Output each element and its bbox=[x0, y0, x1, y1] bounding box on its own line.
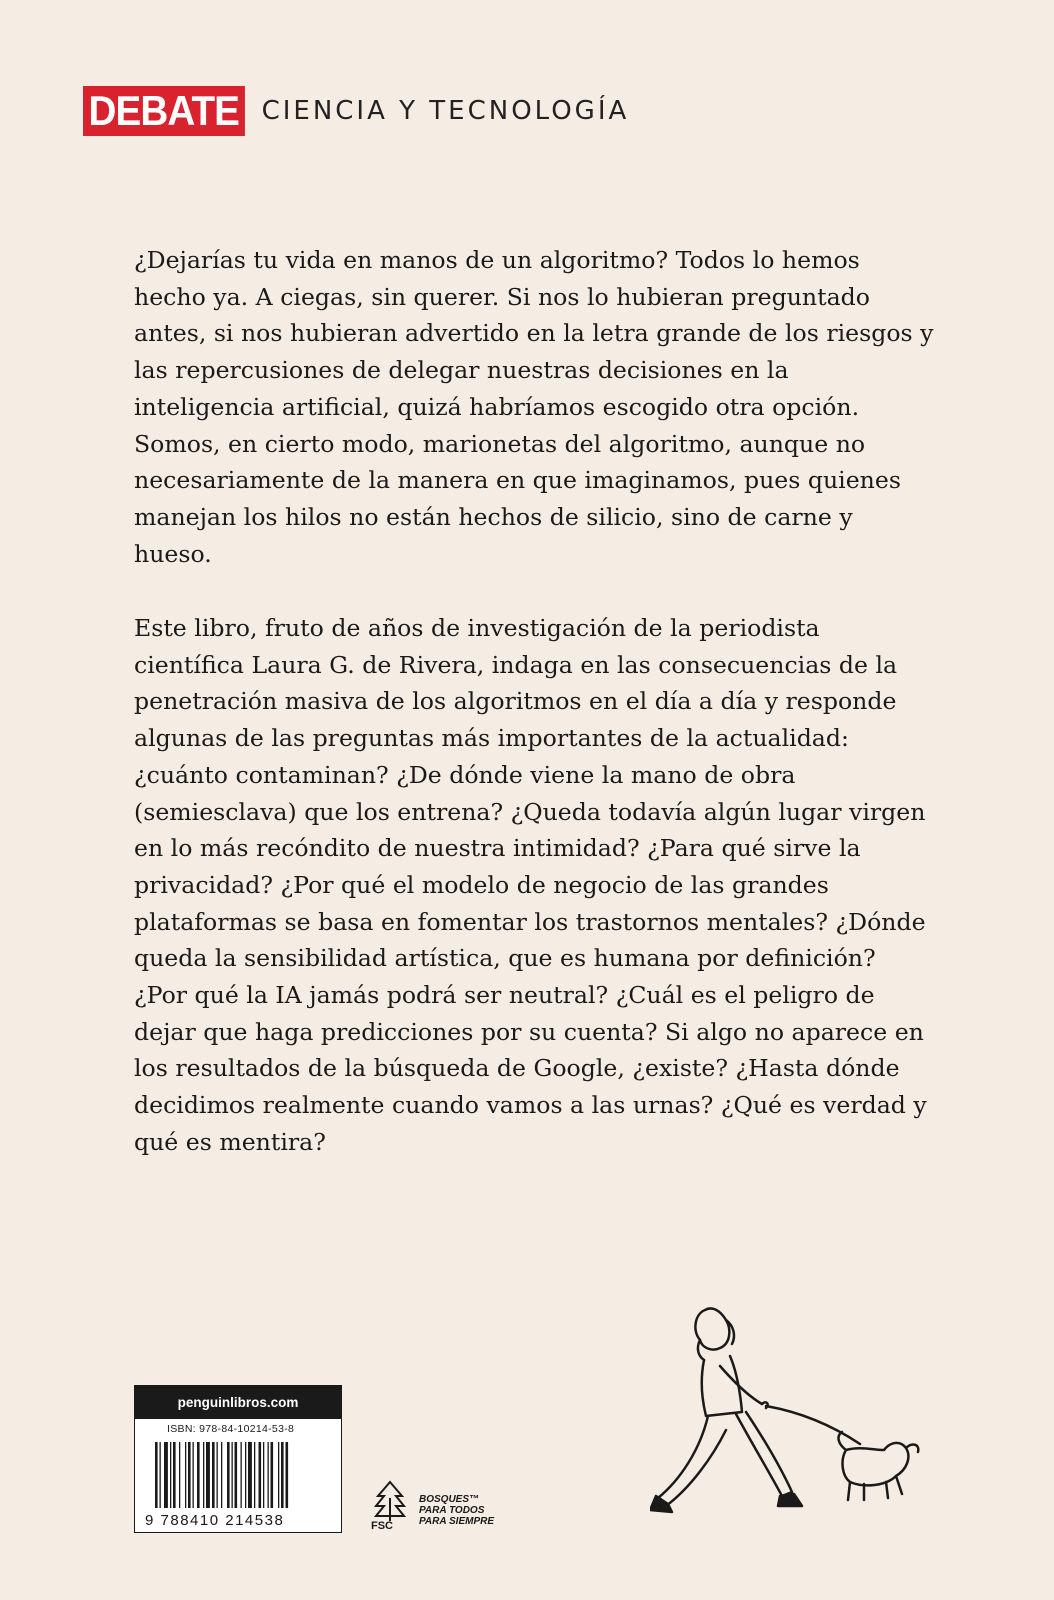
isbn-label: ISBN: 978-84-10214-53-8 bbox=[167, 1423, 295, 1435]
collection-title: CIENCIA Y TECNOLOGÍA bbox=[261, 96, 630, 126]
barcode-panel bbox=[134, 1385, 342, 1533]
ean-digits: 9 788410 214538 bbox=[145, 1512, 285, 1529]
person-walking-dog-illustration bbox=[650, 1300, 950, 1540]
blurb-paragraph-2: Este libro, fruto de años de investigación de la periodista científica Laura G. de Rivera, indaga en las consecuencias de la penetración masiva de los algoritmos en el día a día y responde algunas de las preguntas más importantes de la actualidad: ¿cuánto contaminan? ¿De dónde viene la mano de obra (semiesclava) que los entrena? ¿Queda todavía algún lugar virgen en lo más recóndito de nuestra intimidad? ¿Para qué sirve la privacidad? ¿Por qué el modelo de negocio de las grandes plataformas se basa en fomentar los trastornos mentales? ¿Dónde queda la sensibilidad artística, que es humana por definición? ¿Por qué la IA jamás podrá ser neutral? ¿Cuál es el peligro de dejar que haga predicciones por su cuenta? Si algo no aparece en los resultados de la búsqueda de Google, ¿existe? ¿Hasta dónde decidimos realmente cuando vamos a las urnas? ¿Qué es verdad y qué es mentira? bbox=[134, 614, 927, 1156]
fsc-slogan bbox=[419, 1494, 494, 1527]
publisher-logo: DEBATE bbox=[83, 86, 245, 136]
fsc-tree-icon bbox=[370, 1480, 410, 1522]
blurb-paragraph-1: ¿Dejarías tu vida en manos de un algoritmo? Todos lo hemos hecho ya. A ciegas, sin querer. Si nos lo hubieran preguntado antes, si nos hubieran advertido en la letra grande de los riesgos y las repercusiones de delegar nuestras decisiones en la inteligencia artificial, quizá habríamos escogido otra opción. Somos, en cierto modo, marionetas del algoritmo, aunque no necesariamente de la manera en que imaginamos, pues quienes manejan los hilos no están hechos de silicio, sino de carne y hueso. bbox=[134, 246, 934, 568]
fsc-label: FSC bbox=[371, 1520, 393, 1532]
header bbox=[83, 86, 629, 136]
fsc-slogan-line: BOSQUES™ bbox=[419, 1494, 480, 1505]
fsc-slogan-line: PARA TODOS bbox=[419, 1505, 485, 1516]
website-label: penguinlibros.com bbox=[135, 1386, 341, 1419]
fsc-slogan-line: PARA SIEMPRE bbox=[419, 1516, 495, 1527]
barcode-icon bbox=[155, 1442, 327, 1508]
